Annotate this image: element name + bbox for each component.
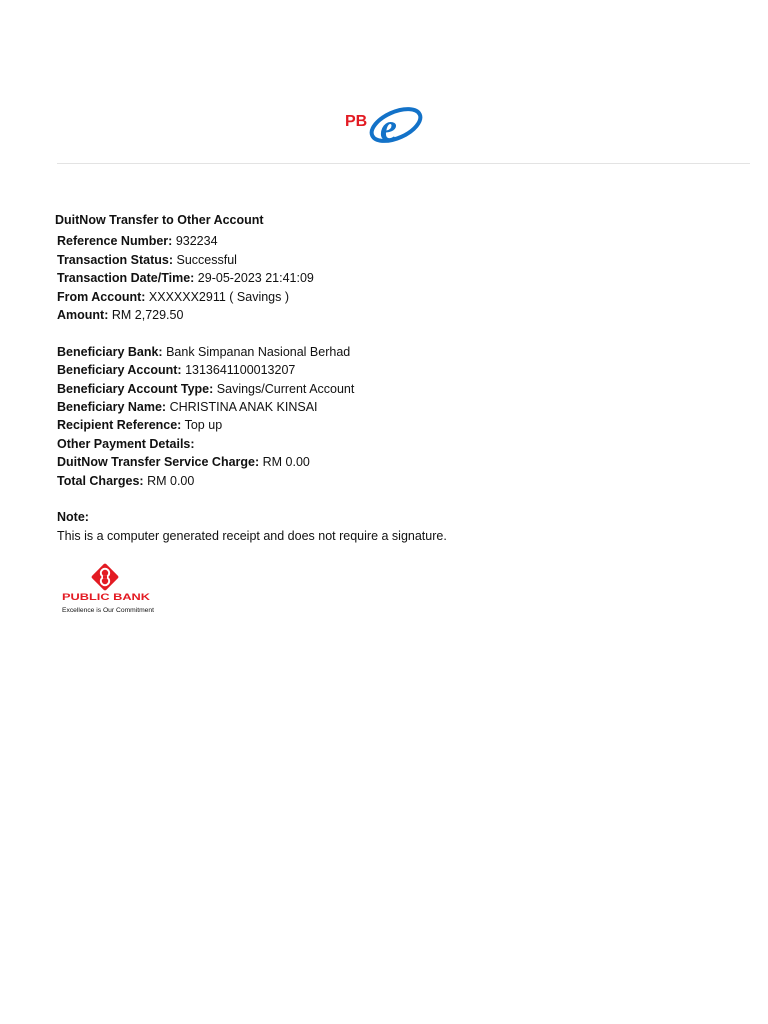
beneficiary-name-row bbox=[57, 398, 717, 416]
beneficiary-account-label: Beneficiary Account: bbox=[57, 363, 182, 378]
reference-number-value: 932234 bbox=[175, 234, 218, 249]
beneficiary-bank-row bbox=[57, 343, 717, 361]
transaction-datetime-row bbox=[57, 269, 717, 287]
beneficiary-bank-value: Bank Simpanan Nasional Berhad bbox=[166, 344, 351, 359]
from-account-row bbox=[57, 288, 717, 306]
from-account-label: From Account: bbox=[57, 289, 146, 304]
section-spacer bbox=[57, 490, 717, 508]
section-spacer bbox=[57, 324, 717, 342]
transaction-status-label: Transaction Status: bbox=[57, 252, 173, 267]
beneficiary-account-row bbox=[57, 361, 717, 379]
transaction-datetime-value: 29-05-2023 21:41:09 bbox=[197, 271, 314, 286]
public-bank-name: PUBLIC BANK bbox=[62, 592, 151, 603]
reference-number-label: Reference Number: bbox=[57, 234, 173, 249]
transaction-datetime-label: Transaction Date/Time: bbox=[57, 271, 195, 286]
amount-value: RM 2,729.50 bbox=[111, 308, 184, 323]
recipient-reference-value: Top up bbox=[184, 418, 223, 433]
service-charge-value: RM 0.00 bbox=[262, 455, 310, 470]
other-payment-details-row bbox=[57, 435, 717, 453]
pbe-logo-pb-text: PB bbox=[345, 113, 368, 130]
header-divider bbox=[57, 163, 750, 164]
pbe-logo-e-letter: e bbox=[380, 107, 397, 147]
other-payment-details-label: Other Payment Details: bbox=[57, 436, 195, 451]
transaction-status-row bbox=[57, 251, 717, 269]
from-account-value: XXXXXX2911 ( Savings ) bbox=[148, 289, 290, 304]
total-charges-value: RM 0.00 bbox=[147, 473, 195, 488]
reference-number-row bbox=[57, 232, 717, 250]
recipient-reference-row bbox=[57, 416, 717, 434]
beneficiary-bank-label: Beneficiary Bank: bbox=[57, 344, 163, 359]
service-charge-row bbox=[57, 453, 717, 471]
beneficiary-account-type-row bbox=[57, 380, 717, 398]
note-text: This is a computer generated receipt and does not require a signature. bbox=[57, 528, 447, 543]
amount-row bbox=[57, 306, 717, 324]
recipient-reference-label: Recipient Reference: bbox=[57, 418, 182, 433]
service-charge-label: DuitNow Transfer Service Charge: bbox=[57, 455, 260, 470]
note-label: Note: bbox=[57, 510, 89, 525]
beneficiary-account-type-value: Savings/Current Account bbox=[216, 381, 355, 396]
amount-label: Amount: bbox=[57, 308, 109, 323]
receipt-title: DuitNow Transfer to Other Account bbox=[55, 213, 264, 227]
public-bank-logo-mark bbox=[60, 562, 158, 620]
beneficiary-name-label: Beneficiary Name: bbox=[57, 400, 167, 415]
beneficiary-name-value: CHRISTINA ANAK KINSAI bbox=[169, 400, 318, 415]
beneficiary-account-value: 1313641100013207 bbox=[185, 363, 296, 378]
receipt bbox=[57, 211, 717, 545]
public-bank-logo bbox=[60, 562, 158, 620]
beneficiary-account-type-label: Beneficiary Account Type: bbox=[57, 381, 214, 396]
transaction-status-value: Successful bbox=[176, 252, 237, 267]
total-charges-label: Total Charges: bbox=[57, 473, 144, 488]
public-bank-tagline: Excellence is Our Commitment bbox=[62, 607, 155, 614]
pbe-logo-mark bbox=[344, 103, 428, 147]
public-bank-emblem-icon bbox=[91, 563, 119, 591]
total-charges-row bbox=[57, 472, 717, 490]
pbe-logo bbox=[344, 103, 428, 147]
